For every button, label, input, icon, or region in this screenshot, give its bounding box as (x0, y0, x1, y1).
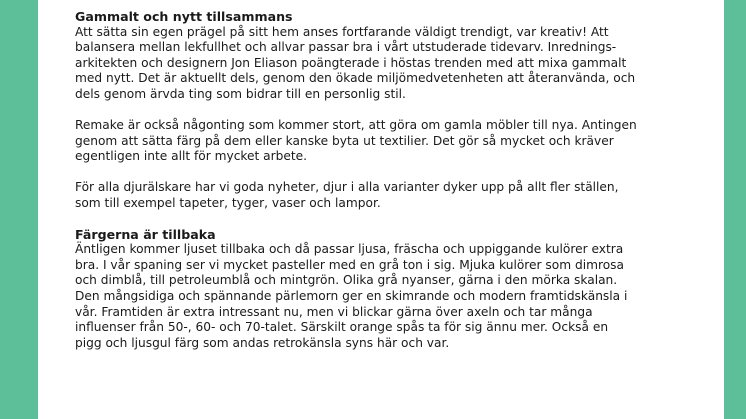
heading-gammalt-och-nytt: Gammalt och nytt tillsammans (75, 9, 293, 24)
text-line: Att sätta sin egen prägel på sitt hem anses fortfarande väldigt trendigt, var kreativ! Att (75, 24, 609, 39)
document-page (38, 0, 724, 419)
text-line: bra. I vår spaning ser vi mycket pasteller med en grå ton i sig. Mjuka kulörer som dimrosa (75, 257, 624, 272)
text-line: och dimblå, till petroleumblå och mintgrön. Olika grå nyanser, gärna i den mörka skalan. (75, 273, 618, 288)
text-line: Äntligen kommer ljuset tillbaka och då passar ljusa, fräscha och uppiggande kulörer extra (75, 242, 624, 257)
text-line: egentligen inte allt för mycket arbete. (75, 149, 308, 164)
article-body (75, 9, 685, 351)
text-line: dels genom ärvda ting som bidrar till en personlig stil. (75, 86, 406, 101)
text-line: som till exempel tapeter, tyger, vaser och lampor. (75, 195, 381, 210)
paragraph-gammalt-och-nytt (75, 25, 685, 103)
text-line: Den mångsidiga och spännande pärlemorn ger en skimrande och modern framtidskänsla i (75, 289, 628, 304)
text-line: För alla djurälskare har vi goda nyheter, djur i alla varianter dyker upp på allt fler ställen, (75, 180, 619, 195)
paragraph-djuralskare (75, 180, 685, 211)
text-line: med nytt. Det är aktuellt dels, genom den ökade miljömedvetenheten att återanvända, och (75, 71, 636, 86)
paragraph-fargerna (75, 242, 685, 351)
paragraph-remake (75, 118, 685, 165)
text-line: vår. Framtiden är extra intressant nu, men vi blickar gärna över axeln och tar många (75, 304, 593, 319)
text-line: balansera mellan lekfullhet och allvar passar bra i vårt utstuderade tidevarv. Inrednings- (75, 40, 617, 55)
text-line: pigg och ljusgul färg som andas retrokänsla syns här och var. (75, 335, 450, 350)
heading-fargerna: Färgerna är tillbaka (75, 226, 216, 242)
text-line: influenser från 50-, 60- och 70-talet. Särskilt orange spås ta för sig ännu mer. Också en (75, 320, 609, 335)
text-line: Remake är också någonting som kommer stort, att göra om gamla möbler till nya. Antingen (75, 117, 637, 132)
text-line: arkitekten och designern Jon Eliason poängterade i höstas trenden med att mixa gammalt (75, 55, 627, 70)
text-line: genom att sätta färg på dem eller kanske byta ut textilier. Det gör så mycket och kräver (75, 133, 614, 148)
